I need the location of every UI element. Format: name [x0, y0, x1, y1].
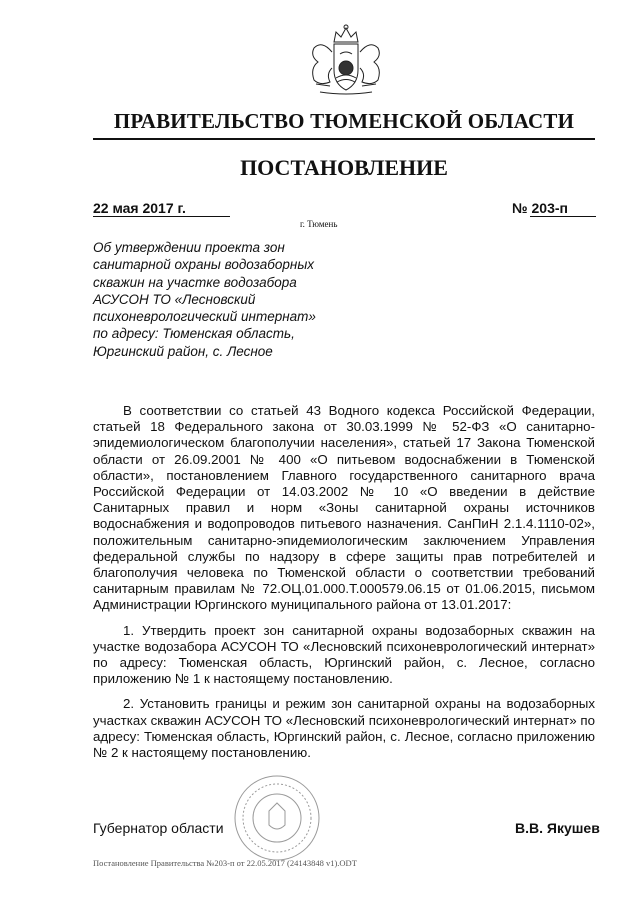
number-underline — [530, 216, 596, 217]
header-divider — [93, 138, 595, 140]
subject-line: АСУСОН ТО «Лесновский — [93, 291, 256, 307]
document-number: № 203-п — [512, 200, 568, 216]
document-date: 22 мая 2017 г. — [93, 200, 186, 216]
tyumen-coat-of-arms-icon — [296, 22, 396, 98]
government-name: ПРАВИТЕЛЬСТВО ТЮМЕНСКОЙ ОБЛАСТИ — [113, 109, 575, 133]
subject-line: по адресу: Тюменская область, — [93, 326, 295, 342]
signatory-title: Губернатор области — [93, 820, 224, 836]
preamble-paragraph: В соответствии со статьей 43 Водного кодекса Российской Федерации, статьей 18 Федерального закона от 30.03.1999 № 52-ФЗ «О санитарно-эпидемиологическом благополучии населения», статьей 17 Закона Тюменской области от 26.09.2001 № 400 «О питьевом водоснабжении в Тюменской области», постановлением Главного государственного санитарного врача Российской Федерации от 14.03.2002 № 10 «О введении в действие Санитарных правил и норм «Зоны санитарной охраны источников водоснабжения и водопроводов питьевого назначения. СанПиН 2.1.4.1110-02», положительным санитарно-эпидемиологическим заключением Управления федеральной службы по надзору в сфере защиты прав потребителей и благополучия человека по Тюменской области о соответствии требований санитарным правилам № 72.ОЦ.01.000.Т.000579.06.15 от 01.06.2015, письмом Администрации Юргинского муниципального района от 13.01.2017: — [93, 403, 595, 613]
subject-line: Юргинский район, с. Лесное — [93, 343, 273, 359]
signatory-name: В.В. Якушев — [515, 820, 600, 836]
clause-1-paragraph: 1. Утвердить проект зон санитарной охраны водозаборных скважин на участке водозабора АСУСОН ТО «Лесновский психоневрологический интернат» по адресу: Тюменская область, Юргинский район, с. Лесное, согласно приложению № 1 к настоящему постановлению. — [93, 622, 595, 687]
document-subject — [93, 239, 343, 360]
subject-line: Об утверждении проекта зон — [93, 240, 285, 255]
document-type: ПОСТАНОВЛЕНИЕ — [240, 155, 448, 180]
clause-2-paragraph: 2. Установить границы и режим зон санитарной охраны на водозаборных участках скважин АСУСОН ТО «Лесновский психоневрологический интернат» по адресу: Тюменская область, Юргинский район, с. Лесное, согласно приложению № 2 к настоящему постановлению. — [93, 696, 595, 761]
document-city: г. Тюмень — [300, 219, 338, 229]
official-seal-stamp-icon — [232, 773, 322, 863]
date-underline — [93, 216, 230, 217]
subject-line: скважин на участке водозабора — [93, 274, 297, 290]
subject-line: психоневрологический интернат» — [93, 309, 316, 325]
subject-line: санитарной охраны водозаборных — [93, 257, 315, 273]
document-body — [93, 403, 595, 770]
document-footer: Постановление Правительства №203-п от 22.05.2017 (24143848 v1).ODT — [93, 858, 357, 868]
